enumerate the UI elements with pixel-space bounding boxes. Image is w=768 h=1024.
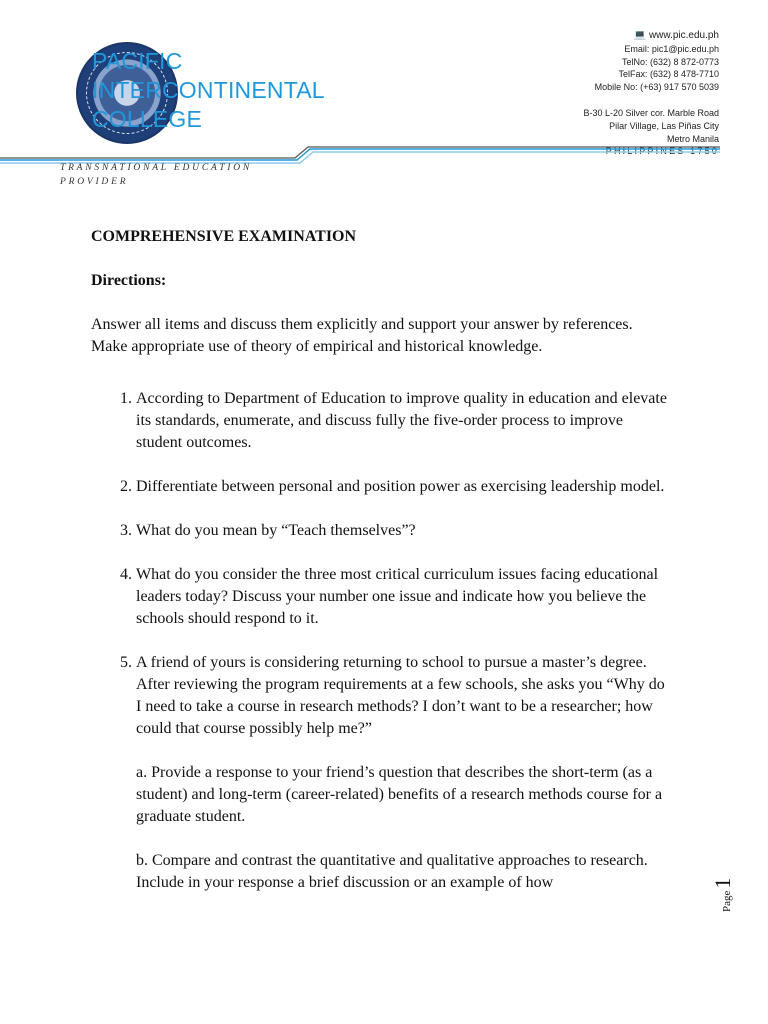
question-item [136,520,671,542]
contact-gap [583,94,719,107]
question-text: What do you mean by “Teach themselves”? [136,522,416,539]
question-item [136,388,671,454]
exam-title: COMPREHENSIVE EXAMINATION [91,228,357,245]
directions-heading: Directions: [91,272,167,289]
mobile-line: Mobile No: (+63) 917 570 5039 [594,82,719,93]
question-item [136,564,671,630]
email-line: Email: pic1@pic.edu.ph [624,43,719,54]
college-name-line-2: INTERCONTINENTAL [92,77,325,103]
college-name [92,47,325,134]
question-text: According to Department of Education to improve quality in education and elevate its standards, enumerate, and discuss fully the five-order process to improve student outcomes. [136,390,667,451]
question-5-parts [136,762,671,894]
question-5-part-b: b. Compare and contrast the quantitative and qualitative approaches to research. Include in your response a brief discussion or an example of how [136,852,648,891]
website-line [583,30,719,43]
college-name-line-1: PACIFIC [92,48,183,74]
question-item [136,476,671,498]
question-text: Differentiate between personal and position power as exercising leadership model. [136,478,665,495]
question-5-part-a: a. Provide a response to your friend’s question that describes the short-term (as a student) and long-term (career-related) benefits of a research methods course for a graduate student. [136,764,663,825]
telfax-line: TelFax: (632) 8 478-7710 [618,69,719,80]
question-list [91,388,671,894]
question-item [136,652,671,894]
address-line-1: B-30 L-20 Silver cor. Marble Road [583,107,719,118]
directions-text: Answer all items and discuss them explicitly and support your answer by references. Make appropriate use of theory of empirical and historical knowledge. [91,316,633,355]
page-number-value: 1 [710,877,735,889]
address-line-4: PHILIPPINES 1750 [605,146,719,157]
exam-content [91,226,671,916]
page-number [710,878,736,912]
address-line-2: Pilar Village, Las Piñas City [609,120,719,131]
tagline: TRANSNATIONAL EDUCATION PROVIDER [60,163,253,187]
computer-icon: 💻 [633,30,646,41]
question-text: A friend of yours is considering returning to school to pursue a master’s degree. After reviewing the program requirements at a few schools, she asks you “Why do I need to take a course in research methods? I don’t want to be a researcher; how could that course possibly help me?” [136,654,665,737]
telno-line: TelNo: (632) 8 872-0773 [621,56,719,67]
website-link[interactable]: www.pic.edu.ph [648,30,719,41]
question-text: What do you consider the three most critical curriculum issues facing educational leaders today? Discuss your number one issue and indicate how you believe the schools should respond to it. [136,566,659,627]
page-label: Page [721,890,733,912]
college-name-line-3: COLLEGE [92,106,203,132]
address-line-3: Metro Manila [666,133,719,144]
